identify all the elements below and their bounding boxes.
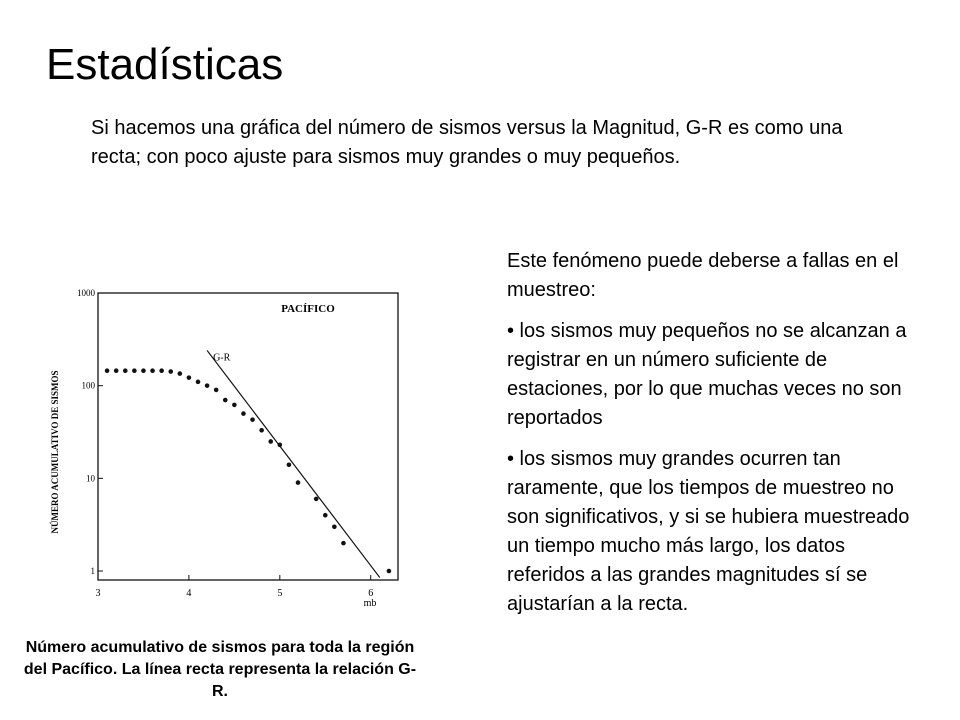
data-point [332,525,337,530]
data-point [168,369,173,374]
gr-annotation: G-R [213,352,231,364]
bullet-small-quakes: • los sismos muy pequeños no se alcanzan a registrar en un número suficiente de estaciones, por lo que muchas veces no son reportados [507,320,907,429]
chart-caption: Número acumulativo de sismos para toda la región del Pacífico. La línea recta representa la relación G-R. [23,639,417,700]
data-point [341,541,346,546]
gr-line-segment [207,350,380,577]
data-point [387,569,392,574]
y-tick-label: 1 [90,566,95,577]
x-tick-label: 5 [277,588,283,599]
x-tick-label: 3 [95,588,101,599]
data-point [150,368,155,373]
y-tick-label: 1000 [77,288,95,298]
data-point [141,368,146,373]
plot-frame [98,293,398,580]
data-point [214,388,219,393]
data-point [105,368,110,373]
axis-ticks [77,288,373,599]
data-point [250,417,255,422]
x-tick-label: 4 [186,588,192,599]
gr-line [207,350,380,577]
slide-title: Estadísticas [46,40,284,89]
explanation-block [507,247,917,631]
data-point [123,368,128,373]
x-tick-label: 6 [368,588,374,599]
bullet-large-quakes: • los sismos muy grandes ocurren tan raramente, que los tiempos de muestreo no son significativos, y si se hubiera muestreado un tiempo mucho más largo, los datos referidos a las grandes magnitudes sí se ajustarían a la recta. [507,448,910,615]
data-point [196,380,201,385]
gr-chart [40,272,420,612]
data-point [296,480,301,485]
data-point [278,443,283,448]
data-point [132,368,137,373]
data-point [114,368,119,373]
data-point [323,513,328,518]
data-point [232,403,237,408]
data-point [259,428,264,433]
y-axis-label: NÚMERO ACUMULATIVO DE SISMOS [50,370,60,534]
data-point [159,368,164,373]
data-point [178,371,183,376]
plot-border [98,293,398,580]
data-point [241,411,246,416]
y-tick-label: 100 [81,380,95,391]
data-point [287,463,292,468]
explanation-lead: Este fenómeno puede deberse a fallas en el muestreo: [507,250,899,301]
data-point [205,383,210,388]
x-axis-label: mb [363,598,377,609]
data-point [187,375,192,380]
intro-paragraph: Si hacemos una gráfica del número de sismos versus la Magnitud, G-R es como una recta; con poco ajuste para sismos muy grandes o muy pequeños. [91,117,843,168]
y-tick-label: 10 [86,473,95,484]
chart-title: PACÍFICO [281,303,335,315]
data-point [268,439,273,444]
data-points [105,368,391,573]
data-point [223,398,228,403]
data-point [314,497,319,502]
